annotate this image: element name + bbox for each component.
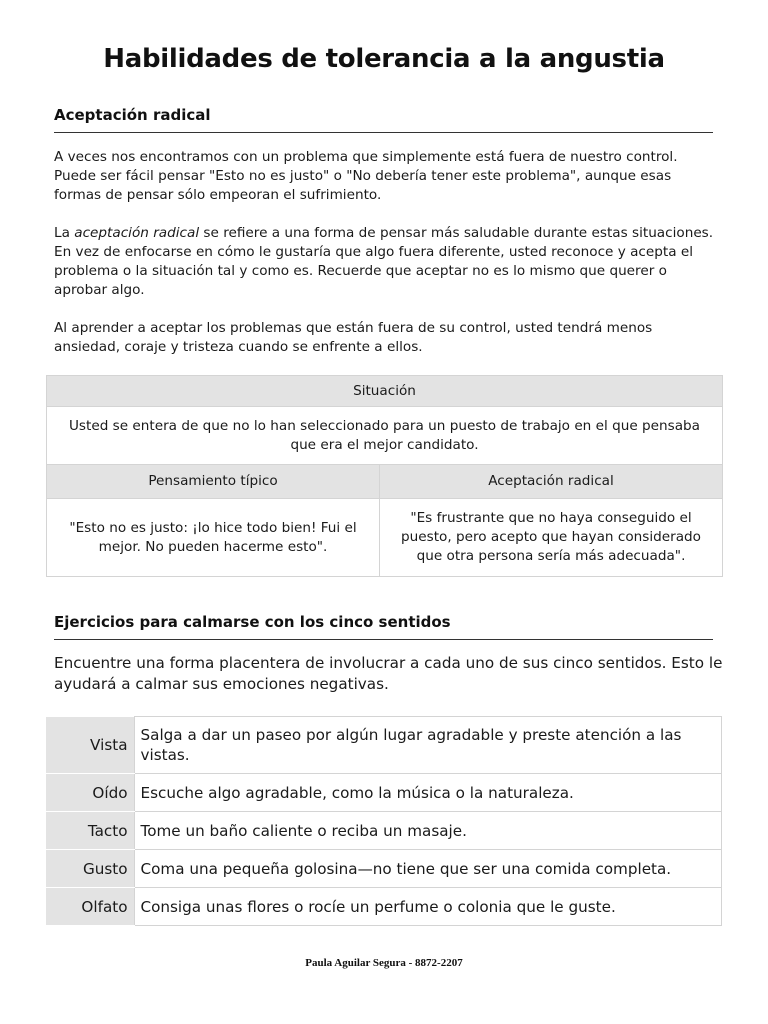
sense-description: Salga a dar un paseo por algún lugar agradable y preste atención a las vistas. [134, 717, 721, 774]
five-senses-intro: Encuentre una forma placentera de involucrar a cada uno de sus cinco sentidos. Esto le ayudará a calmar sus emociones negativas. [54, 654, 723, 693]
sense-label: Olfato [46, 888, 134, 926]
sense-description: Coma una pequeña golosina—no tiene que ser una comida completa. [134, 850, 721, 888]
radical-acceptance-header: Aceptación radical [380, 465, 723, 499]
page-title: Habilidades de tolerancia a la angustia [103, 44, 665, 74]
paragraph-definition-rest: se refiere a una forma de pensar más saludable durante estas situaciones. En vez de enfocarse en cómo le gustaría que algo fuera diferente, usted reconoce y acepta el problema o la situación tal y como es. Recuerde que aceptar no es lo mismo que querer o aprobar algo. [54, 225, 714, 298]
section-heading-radical-acceptance: Aceptación radical [54, 106, 713, 133]
situation-text: Usted se entera de que no lo han seleccionado para un puesto de trabajo en el que pensaba que era el mejor candidato. [47, 407, 723, 465]
footer-author: Paula Aguilar Segura - 8872-2207 [305, 957, 463, 969]
sense-label: Vista [46, 717, 134, 774]
paragraph-intro: A veces nos encontramos con un problema que simplemente está fuera de nuestro control. Puede ser fácil pensar "Esto no es justo" o "No debería tener este problema", aunque esas formas de pensar sólo empeoran el sufrimiento. [54, 149, 678, 203]
sense-label: Gusto [46, 850, 134, 888]
sense-row [46, 717, 721, 774]
section-heading-five-senses: Ejercicios para calmarse con los cinco sentidos [54, 613, 713, 640]
sense-row [46, 888, 721, 926]
sense-description: Consiga unas flores o rocíe un perfume o colonia que le guste. [134, 888, 721, 926]
typical-thought-text: "Esto no es justo: ¡lo hice todo bien! Fui el mejor. No pueden hacerme esto". [47, 499, 380, 577]
typical-thought-header: Pensamiento típico [47, 465, 380, 499]
situation-table [46, 375, 723, 577]
paragraph-benefit: Al aprender a aceptar los problemas que están fuera de su control, usted tendrá menos ansiedad, coraje y tristeza cuando se enfrente a ellos. [54, 320, 653, 355]
paragraph-definition [54, 224, 714, 300]
sense-label: Tacto [46, 812, 134, 850]
situation-header: Situación [47, 376, 723, 407]
sense-row [46, 812, 721, 850]
radical-acceptance-text: "Es frustrante que no haya conseguido el puesto, pero acepto que hayan considerado que otra persona sería más adecuada". [380, 499, 723, 577]
sense-description: Escuche algo agradable, como la música o la naturaleza. [134, 774, 721, 812]
sense-row [46, 850, 721, 888]
sense-description: Tome un baño caliente o reciba un masaje. [134, 812, 721, 850]
sense-row [46, 774, 721, 812]
five-senses-table [46, 716, 722, 926]
sense-label: Oído [46, 774, 134, 812]
paragraph-definition-start: La [54, 225, 75, 241]
paragraph-definition-term: aceptación radical [74, 225, 200, 241]
